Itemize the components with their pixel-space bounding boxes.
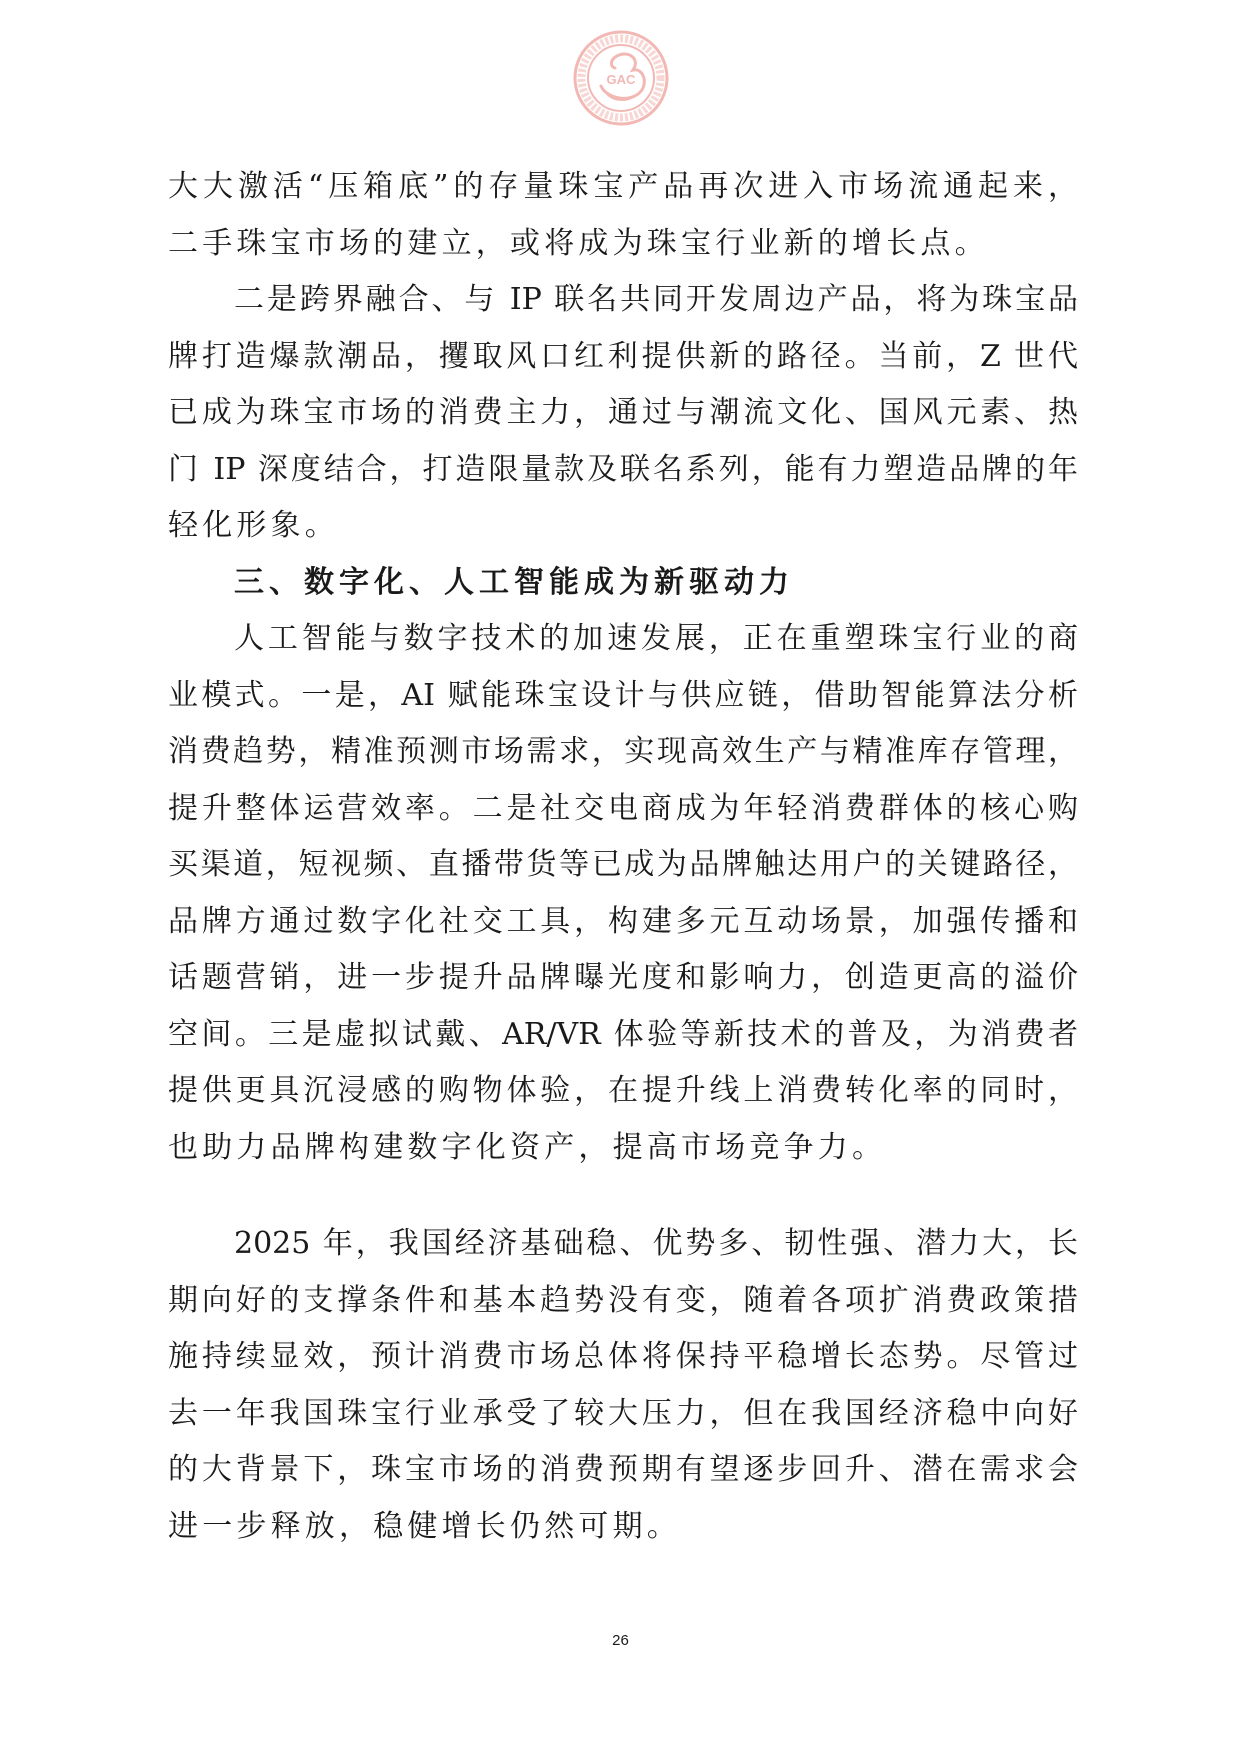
text-line: 二手珠宝市场的建立，或将成为珠宝行业新的增长点。 xyxy=(168,225,989,261)
paragraph-ip-crossover xyxy=(168,272,1078,555)
page-number: 26 xyxy=(612,1632,629,1649)
text-line: 提供更具沉浸感的购物体验，在提升线上消费转化率的同时， xyxy=(168,1073,1078,1108)
heading-text: 三、数字化、人工智能成为新驱动力 xyxy=(234,564,794,600)
text-line: 轻化形象。 xyxy=(168,508,339,543)
text-line: 进一步释放，稳健增长仍然可期。 xyxy=(168,1508,681,1544)
section-heading xyxy=(168,555,1078,612)
document-body xyxy=(168,159,1078,1555)
gac-seal-logo xyxy=(571,28,671,128)
text-line: 的大背景下，珠宝市场的消费预期有望逐步回升、潜在需求会 xyxy=(168,1452,1078,1487)
text-line: 牌打造爆款潮品，攫取风口红利提供新的路径。当前，Z 世代 xyxy=(168,338,1078,374)
paragraph-continuation xyxy=(168,159,1078,272)
text-line: 去一年我国珠宝行业承受了较大压力，但在我国经济稳中向好 xyxy=(168,1395,1078,1431)
text-line: 话题营销，进一步提升品牌曝光度和影响力，创造更高的溢价 xyxy=(168,960,1078,995)
text-line: 提升整体运营效率。二是社交电商成为年轻消费群体的核心购 xyxy=(168,790,1078,826)
text-line: 业模式。一是，AI 赋能珠宝设计与供应链，借助智能算法分析 xyxy=(168,677,1078,713)
text-line: 大大激活“压箱底”的存量珠宝产品再次进入市场流通起来， xyxy=(168,169,1078,204)
text-line: 买渠道，短视频、直播带货等已成为品牌触达用户的关键路径， xyxy=(168,847,1078,882)
text-line: 2025 年，我国经济基础稳、优势多、韧性强、潜力大，长 xyxy=(234,1226,1078,1261)
text-line: 期向好的支撑条件和基本趋势没有变，随着各项扩消费政策措 xyxy=(168,1282,1078,1318)
text-line: 已成为珠宝市场的消费主力，通过与潮流文化、国风元素、热 xyxy=(168,395,1078,430)
text-line: 人工智能与数字技术的加速发展，正在重塑珠宝行业的商 xyxy=(234,621,1078,656)
text-line: 空间。三是虚拟试戴、AR/VR 体验等新技术的普及，为消费者 xyxy=(168,1016,1078,1052)
gac-seal-icon xyxy=(571,28,671,128)
paragraph-gap xyxy=(168,1176,1078,1216)
seal-text: GAC xyxy=(606,72,636,87)
paragraph-outlook-2025 xyxy=(168,1216,1078,1555)
text-line: 二是跨界融合、与 IP 联名共同开发周边产品，将为珠宝品 xyxy=(234,282,1078,317)
text-line: 品牌方通过数字化社交工具，构建多元互动场景，加强传播和 xyxy=(168,903,1078,939)
text-line: 门 IP 深度结合，打造限量款及联名系列，能有力塑造品牌的年 xyxy=(168,451,1078,487)
text-line: 施持续显效，预计消费市场总体将保持平稳增长态势。尽管过 xyxy=(168,1339,1078,1374)
text-line: 消费趋势，精准预测市场需求，实现高效生产与精准库存管理， xyxy=(168,734,1078,769)
text-line: 也助力品牌构建数字化资产，提高市场竞争力。 xyxy=(168,1129,887,1165)
paragraph-digital-ai xyxy=(168,611,1078,1176)
